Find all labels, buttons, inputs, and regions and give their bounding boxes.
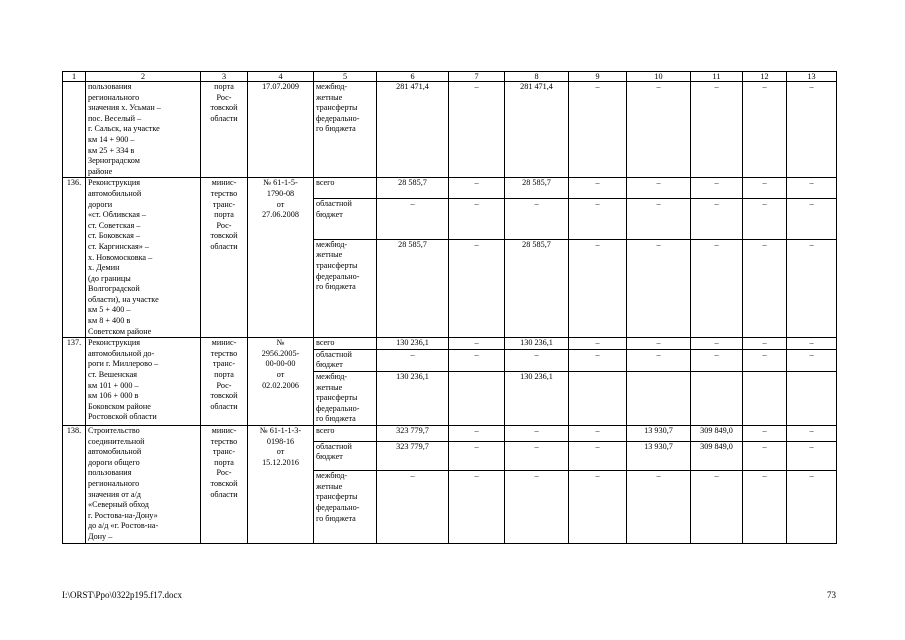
amount-cell: – [787,338,837,350]
amount-cell: – [449,338,505,350]
amount-cell: – [691,338,743,350]
amount-cell: – [691,349,743,371]
amount-cell: – [569,349,627,371]
project-name: Реконструкция автомобильной до- роги г. Миллерово – ст. Вешенская км 101 + 000 – км 106 + 000 в Боковском районе Ростовской области [86,338,201,426]
funding-source: межбюд- жетные трансферты федерально- го бюджета [314,471,377,543]
customer-organization: минис- терство транс- порта Рос- товской области [201,338,248,426]
amount-cell: – [505,349,569,371]
amount-cell [787,372,837,426]
column-number: 4 [248,72,314,82]
column-number: 11 [691,72,743,82]
project-name: Строительство соединительной автомобильной дороги общего пользования регионального значения от а/д «Северный обход г. Ростова-на-Дону» до а/д «г. Ростов-на- Дону – [86,426,201,544]
amount-cell: – [449,82,505,178]
design-document: № 2956.2005- 00-00-00 от 02.02.2006 [248,338,314,426]
amount-cell: – [787,426,837,442]
amount-cell: – [627,338,691,350]
amount-cell: – [743,239,787,337]
funding-source: областной бюджет [314,441,377,471]
amount-cell: – [743,349,787,371]
column-number: 1 [63,72,86,82]
amount-cell: – [787,82,837,178]
amount-cell: – [627,349,691,371]
amount-cell: 323 779,7 [377,441,449,471]
item-number [63,82,86,178]
amount-cell [691,372,743,426]
amount-cell: 13 930,7 [627,441,691,471]
column-number: 6 [377,72,449,82]
amount-cell: 28 585,7 [505,178,569,199]
amount-cell: – [569,82,627,178]
funding-source: областной бюджет [314,199,377,239]
amount-cell: 130 236,1 [505,338,569,350]
amount-cell: – [787,471,837,543]
customer-organization: минис- терство транс- порта Рос- товской области [201,178,248,338]
amount-cell: 281 471,4 [505,82,569,178]
column-number: 8 [505,72,569,82]
amount-cell: – [449,349,505,371]
column-number: 7 [449,72,505,82]
amount-cell: – [743,199,787,239]
amount-cell: 130 236,1 [377,372,449,426]
amount-cell: – [743,426,787,442]
amount-cell: – [449,441,505,471]
amount-cell: 130 236,1 [505,372,569,426]
column-number: 3 [201,72,248,82]
amount-cell: – [569,441,627,471]
funding-source: межбюд- жетные трансферты федерально- го бюджета [314,239,377,337]
amount-cell: 13 930,7 [627,426,691,442]
amount-cell: 28 585,7 [377,239,449,337]
amount-cell: – [691,471,743,543]
funding-source: областной бюджет [314,349,377,371]
amount-cell: 323 779,7 [377,426,449,442]
column-number-header-row [63,72,837,82]
amount-cell: – [505,199,569,239]
table-row [63,178,837,199]
amount-cell: – [569,338,627,350]
column-number: 12 [743,72,787,82]
page-number: 73 [827,590,836,600]
column-number: 9 [569,72,627,82]
amount-cell: – [377,199,449,239]
amount-cell: – [449,199,505,239]
amount-cell: – [743,471,787,543]
amount-cell: – [449,239,505,337]
column-number: 10 [627,72,691,82]
amount-cell: – [505,441,569,471]
amount-cell: – [569,239,627,337]
budget-table [62,71,837,544]
item-number: 138. [63,426,86,544]
project-name: Реконструкция автомобильной дороги «ст. Обливская – ст. Советская – ст. Боковская – ст. Каргинская» – х. Новомосковка – х. Демин (до границы Волгоградской области), на участке км 5 + 400 – км 8 + 400 в Советском районе [86,178,201,338]
funding-source: всего [314,338,377,350]
amount-cell: – [787,239,837,337]
design-document: № 61-1-5- 1790-08 от 27.06.2008 [248,178,314,338]
funding-source: всего [314,426,377,442]
amount-cell: 309 849,0 [691,441,743,471]
amount-cell: – [743,338,787,350]
amount-cell: 309 849,0 [691,426,743,442]
amount-cell [627,372,691,426]
amount-cell: – [627,471,691,543]
table-row [63,426,837,442]
amount-cell: – [691,82,743,178]
amount-cell: 130 236,1 [377,338,449,350]
amount-cell: – [691,199,743,239]
amount-cell: 281 471,4 [377,82,449,178]
amount-cell: – [787,349,837,371]
amount-cell: – [743,82,787,178]
amount-cell [743,372,787,426]
table-row [63,82,837,178]
amount-cell: – [787,441,837,471]
item-number: 136. [63,178,86,338]
amount-cell: – [505,426,569,442]
amount-cell [449,372,505,426]
amount-cell: – [743,441,787,471]
amount-cell: – [627,199,691,239]
amount-cell: – [569,426,627,442]
customer-organization: минис- терство транс- порта Рос- товской области [201,426,248,544]
amount-cell: – [627,178,691,199]
amount-cell: – [569,199,627,239]
document-file-path: I:\ORST\Ppo\0322p195.f17.docx [62,590,183,600]
amount-cell: – [787,199,837,239]
amount-cell: – [377,349,449,371]
amount-cell: – [743,178,787,199]
amount-cell [569,372,627,426]
table-row [63,338,837,350]
amount-cell: 28 585,7 [505,239,569,337]
item-number: 137. [63,338,86,426]
funding-source: всего [314,178,377,199]
amount-cell: – [569,178,627,199]
amount-cell: – [377,471,449,543]
customer-organization: порта Рос- товской области [201,82,248,178]
project-name: пользования регионального значения х. Усьман – пос. Веселый – г. Сальск, на участке км 14 + 900 – км 25 + 334 в Зерноградском районе [86,82,201,178]
amount-cell: 28 585,7 [377,178,449,199]
amount-cell: – [627,239,691,337]
funding-source: межбюд- жетные трансферты федерально- го бюджета [314,372,377,426]
column-number: 13 [787,72,837,82]
column-number: 2 [86,72,201,82]
amount-cell: – [569,471,627,543]
amount-cell: – [449,471,505,543]
column-number: 5 [314,72,377,82]
amount-cell: – [449,178,505,199]
amount-cell: – [691,239,743,337]
amount-cell: – [627,82,691,178]
amount-cell: – [691,178,743,199]
amount-cell: – [505,471,569,543]
funding-source: межбюд- жетные трансферты федерально- го бюджета [314,82,377,178]
amount-cell: – [449,426,505,442]
design-document: № 61-1-1-3- 0198-16 от 15.12.2016 [248,426,314,544]
design-document: 17.07.2009 [248,82,314,178]
amount-cell: – [787,178,837,199]
